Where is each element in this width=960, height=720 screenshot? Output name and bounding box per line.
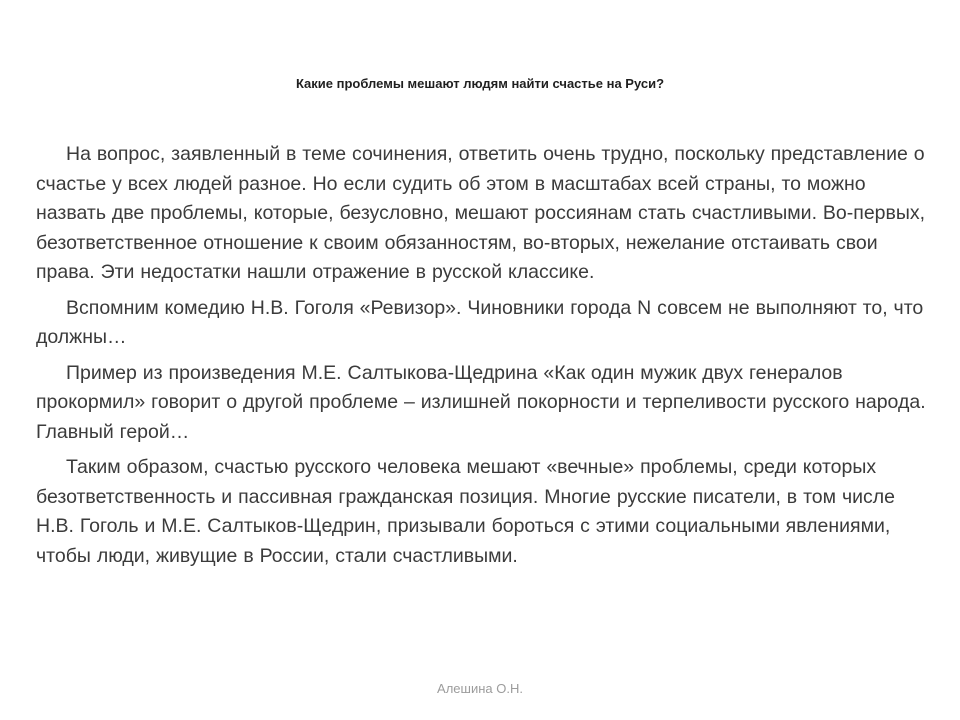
slide-title: Какие проблемы мешают людям найти счастье на Руси?: [295, 76, 665, 91]
paragraph-gogol-example: Вспомним комедию Н.В. Гоголя «Ревизор». Чиновники города N совсем не выполняют то, что должны…: [36, 296, 924, 348]
footer-author: Алешина О.Н.: [437, 681, 523, 696]
essay-body: [36, 140, 936, 577]
paragraph-conclusion: Таким образом, счастью русского человека мешают «вечные» проблемы, среди которых безответственность и пассивная гражданская позиция. Многие русские писатели, в том числе Н.В. Гоголь и М.Е. Салтыков-Щедрин, призывали бороться с этими социальными явлениями, чтобы люди, живущие в России, стали счастливыми.: [36, 456, 895, 567]
paragraph-saltykov-example: Пример из произведения М.Е. Салтыкова-Щедрина «Как один мужик двух генералов прокормил» говорит о другой проблеме – излишней покорности и терпеливости русского народа. Главный герой…: [36, 361, 926, 443]
paragraph-introduction: На вопрос, заявленный в теме сочинения, ответить очень трудно, поскольку представление о счастье у всех людей разное. Но если судить об этом в масштабах всей страны, то можно назвать две проблемы, которые, безусловно, мешают россиянам стать счастливыми. Во-первых, безответственное отношение к своим обязанностям, во-вторых, нежелание отстаивать свои права. Эти недостатки нашли отражение в русской классике.: [36, 143, 926, 283]
